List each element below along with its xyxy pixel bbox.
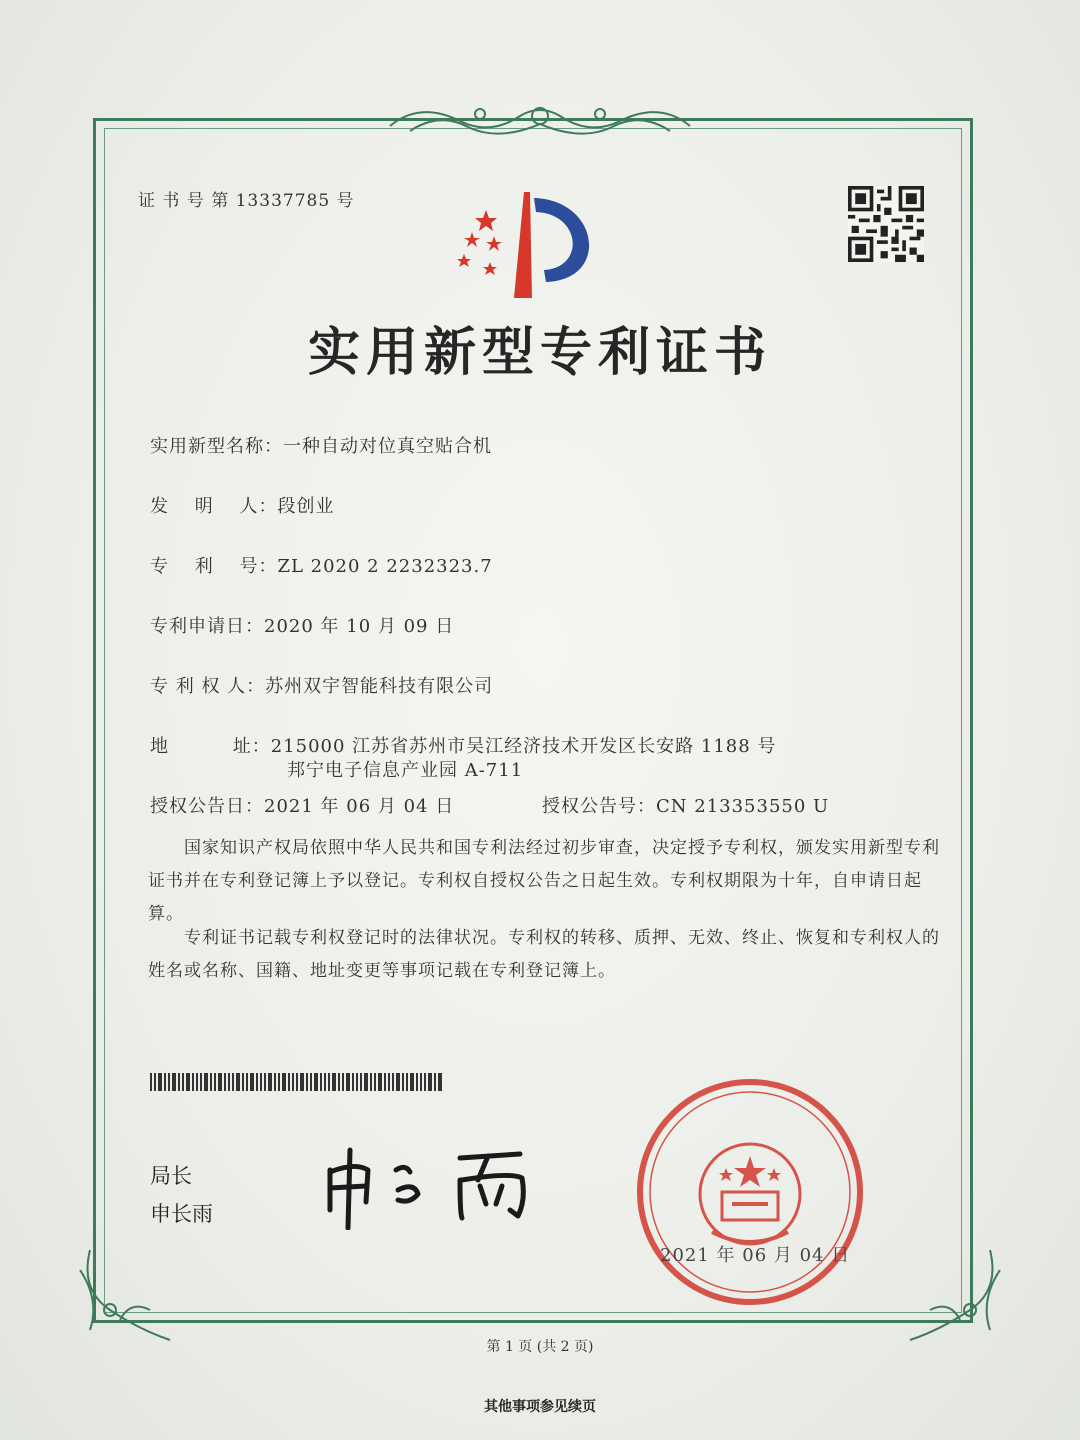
- grant-date-row: [150, 792, 454, 818]
- grant-date-label: 授权公告日：: [150, 796, 264, 817]
- patent-office-logo-icon: [450, 190, 610, 300]
- commissioner-title: 局长: [150, 1164, 192, 1188]
- filing-date-value: 2020 年 10 月 09 日: [264, 616, 455, 637]
- grant-date-value: 2021 年 06 月 04 日: [264, 796, 455, 817]
- utility-model-name-row: [150, 432, 492, 458]
- qr-code-icon: [848, 186, 924, 262]
- commissioner-signature-icon: [310, 1140, 550, 1230]
- barcode-icon: [150, 1073, 442, 1091]
- inventor-value: 段创业: [277, 496, 335, 517]
- seal-date: 2021 年 06 月 04 日: [660, 1245, 851, 1266]
- address-row: [150, 732, 776, 758]
- patent-number-value: ZL 2020 2 2232323.7: [277, 556, 493, 577]
- address-line-2: 邦宁电子信息产业园 A-711: [287, 760, 524, 781]
- patentee-row: [150, 672, 493, 698]
- inventor-row: [150, 492, 334, 518]
- official-seal-icon: [634, 1076, 866, 1308]
- filing-date-row: [150, 612, 454, 638]
- page-number: 第 1 页 (共 2 页): [486, 1339, 594, 1355]
- certificate-number: 证 书 号 第 13337785 号: [138, 191, 355, 211]
- corner-ornament-icon: [900, 1240, 1010, 1350]
- grant-number-row: [542, 792, 829, 818]
- inventor-label: 发 明 人：: [150, 496, 278, 517]
- legal-status-paragraph: 专利证书记载专利权登记时的法律状况。专利权的转移、质押、无效、终止、恢复和专利权人的姓名或名称、国籍、地址变更等事项记载在专利登记簿上。: [148, 928, 940, 981]
- address-label: 地 址：: [150, 736, 271, 757]
- footer-note: 其他事项参见续页: [484, 1399, 596, 1415]
- top-ornament-icon: [380, 96, 700, 146]
- utility-model-name-value: 一种自动对位真空贴合机: [283, 436, 492, 457]
- corner-ornament-icon: [70, 1240, 180, 1350]
- grant-statement-paragraph: 国家知识产权局依照中华人民共和国专利法经过初步审查，决定授予专利权，颁发实用新型专利证书并在专利登记簿上予以登记。专利权自授权公告之日起生效。专利权期限为十年，自申请日起算。: [148, 838, 940, 924]
- utility-model-name-label: 实用新型名称：: [150, 436, 283, 457]
- patent-number-label: 专 利 号：: [150, 556, 278, 577]
- patentee-value: 苏州双宇智能科技有限公司: [265, 676, 494, 697]
- filing-date-label: 专利申请日：: [150, 616, 264, 637]
- patent-number-row: [150, 552, 493, 578]
- grant-number-label: 授权公告号：: [542, 796, 656, 817]
- address-line-1: 215000 江苏省苏州市吴江经济技术开发区长安路 1188 号: [270, 736, 777, 757]
- patentee-label: 专 利 权 人：: [150, 676, 266, 697]
- certificate-title: 实用新型专利证书: [307, 323, 772, 383]
- commissioner-name: 申长雨: [150, 1202, 213, 1226]
- grant-number-value: CN 213353550 U: [656, 796, 830, 817]
